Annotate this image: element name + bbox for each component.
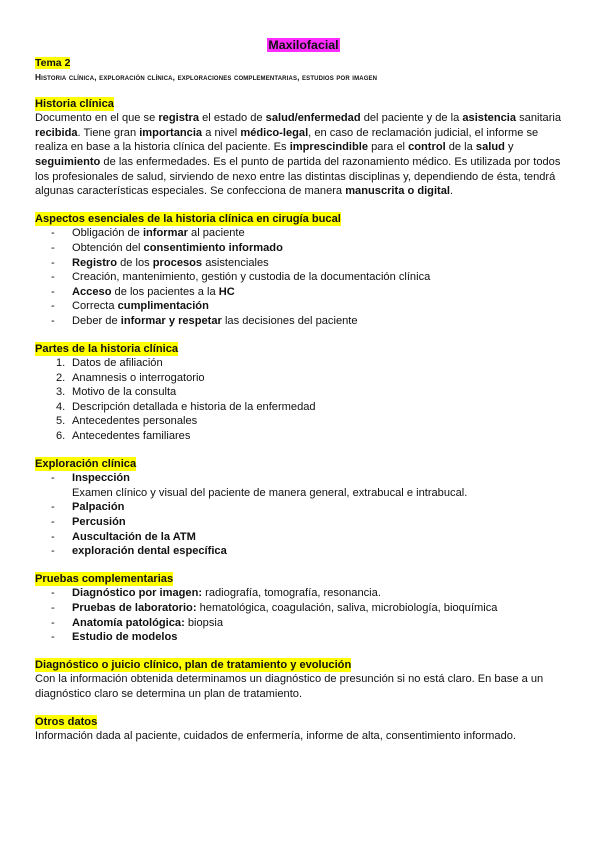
tema-label-text: Tema 2 (35, 56, 71, 69)
list-item: - Auscultación de la ATM (35, 530, 564, 545)
list-item: - Obtención del consentimiento informado (35, 241, 564, 256)
tema-subtitle: Historia clínica, exploración clínica, exploraciones complementarias, estudios por imagen (35, 71, 378, 82)
section-otros (35, 715, 564, 744)
section-exploracion (35, 457, 564, 559)
list-item: - Correcta cumplimentación (35, 299, 564, 314)
historia-text: sanitaria (516, 112, 562, 125)
exploracion-heading: Exploración clínica (35, 457, 137, 470)
exploracion-list (35, 471, 564, 486)
partes-list (35, 356, 564, 444)
list-item: - Creación, mantenimiento, gestión y custodia de la documentación clínica (35, 270, 564, 285)
list-item: - Estudio de modelos (35, 630, 564, 645)
list-item: 6. Antecedentes familiares (56, 430, 191, 443)
historia-text: del paciente y de la (360, 112, 463, 125)
list-item: - Anatomía patológica: biopsia (35, 616, 564, 631)
historia-bold: recibida (35, 126, 78, 139)
inspeccion-description: Examen clínico y visual del paciente de manera general, extrabucal e intrabucal. (72, 486, 468, 499)
list-item: 4. Descripción detallada e historia de la enfermedad (56, 400, 316, 413)
list-item: 5. Antecedentes personales (56, 415, 198, 428)
list-item: - Obligación de informar al paciente (35, 226, 564, 241)
historia-text: el estado de (199, 112, 266, 125)
historia-text: y (504, 141, 514, 154)
historia-text: de la (445, 141, 476, 154)
list-item: - Deber de informar y respetar las decisiones del paciente (35, 314, 564, 329)
list-item: - Palpación (35, 500, 564, 515)
otros-heading: Otros datos (35, 715, 98, 728)
list-item: 2. Anamnesis o interrogatorio (56, 371, 205, 384)
historia-bold: seguimiento (35, 155, 101, 168)
diagnostico-heading: Diagnóstico o juicio clínico, plan de tratamiento y evolución (35, 658, 352, 671)
list-item: - Registro de los procesos asistenciales (35, 256, 564, 271)
historia-bold: control (408, 141, 446, 154)
historia-text: . (449, 185, 454, 198)
historia-text: , en caso de reclamación judicial, el informe se realiza en base a la historia clínica del paciente. Es (35, 126, 539, 154)
list-item: - Inspección (35, 471, 564, 486)
list-item: 3. Motivo de la consulta (56, 386, 177, 399)
exploracion-list-rest (35, 500, 564, 558)
section-historia (35, 97, 564, 199)
historia-paragraph (35, 111, 564, 199)
list-item: - Diagnóstico por imagen: radiografía, tomografía, resonancia. (35, 586, 564, 601)
title-wrap (43, 38, 564, 54)
historia-text: para el (367, 141, 409, 154)
historia-bold: imprescindible (289, 141, 368, 154)
document-title: Maxilofacial (268, 38, 339, 52)
otros-paragraph: Información dada al paciente, cuidados de enfermería, informe de alta, consentimiento informado. (35, 730, 517, 743)
historia-text: . Tiene gran (77, 126, 140, 139)
historia-text: a nivel (202, 126, 241, 139)
list-item: 1. Datos de afiliación (56, 357, 163, 370)
list-item: - Percusión (35, 515, 564, 530)
list-item: - exploración dental específica (35, 544, 564, 559)
pruebas-list (35, 586, 564, 644)
tema-label (35, 57, 564, 70)
partes-heading: Partes de la historia clínica (35, 342, 179, 355)
diagnostico-paragraph: Con la información obtenida determinamos un diagnóstico de presunción si no está claro. En base a un diagnóstico claro se determina un plan de tratamiento. (35, 673, 544, 700)
section-diagnostico (35, 658, 564, 702)
aspectos-heading: Aspectos esenciales de la historia clínica en cirugía bucal (35, 212, 341, 225)
historia-bold: salud/enfermedad (265, 112, 361, 125)
section-partes (35, 342, 564, 444)
aspectos-list (35, 226, 564, 328)
historia-bold: médico-legal (240, 126, 309, 139)
section-aspectos (35, 212, 564, 329)
historia-text: de las enfermedades. Es el punto de partida del razonamiento médico. Es utilizada por todos los profesionales de salud, sirviendo de nexo entre las distintas disciplinas y, dependiendo de ésta, tendrá algunas características especiales. Se confecciona de manera (35, 155, 561, 198)
historia-heading: Historia clínica (35, 97, 114, 110)
historia-bold: manuscrita o digital (345, 185, 450, 198)
historia-bold: importancia (139, 126, 203, 139)
historia-bold: registra (158, 112, 200, 125)
historia-bold: asistencia (462, 112, 517, 125)
section-pruebas (35, 572, 564, 645)
list-item: - Pruebas de laboratorio: hematológica, coagulación, saliva, microbiología, bioquímica (35, 601, 564, 616)
pruebas-heading: Pruebas complementarias (35, 572, 174, 585)
historia-text: Documento en el que se (35, 112, 159, 125)
historia-bold: salud (475, 141, 505, 154)
list-item: - Acceso de los pacientes a la HC (35, 285, 564, 300)
